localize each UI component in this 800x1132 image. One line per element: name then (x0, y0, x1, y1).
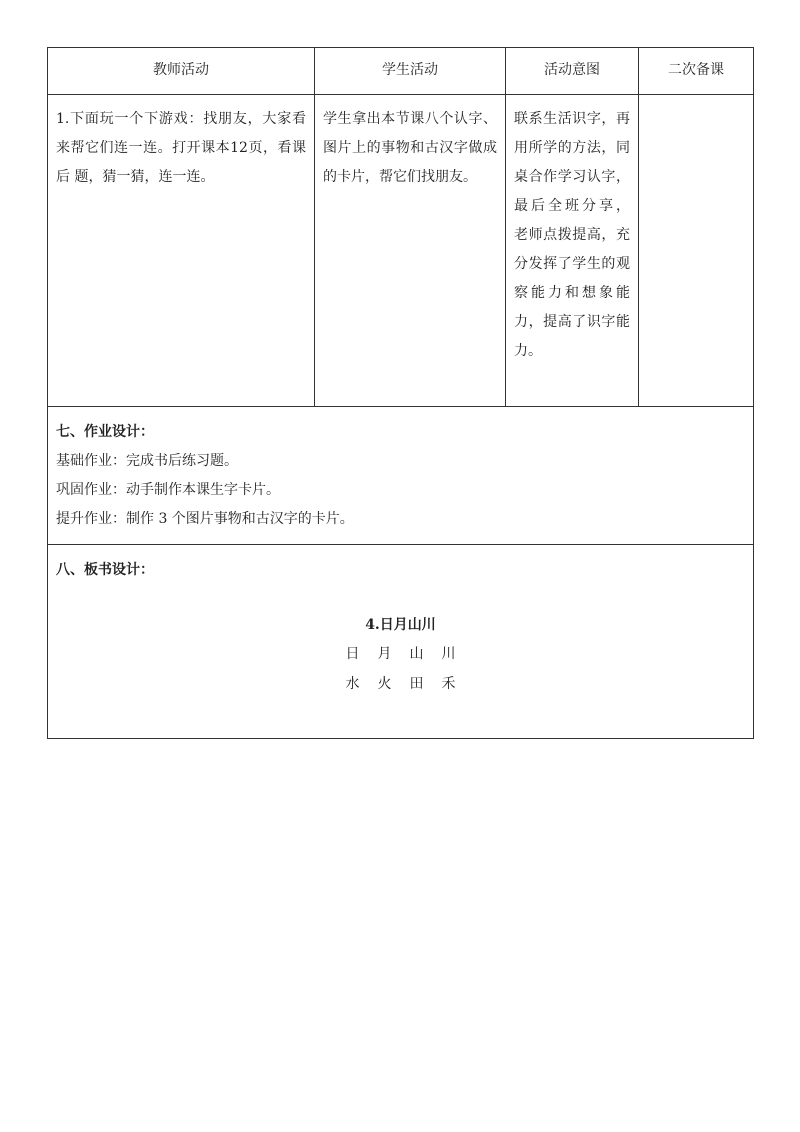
student-activity-text: 学生拿出本节课八个认字、图片上的事物和古汉字做成的卡片，帮它们找朋友。 (323, 111, 497, 185)
header-activity-intent: 活动意图 (506, 48, 639, 95)
lesson-title: 4.日月山川 (365, 617, 436, 633)
board-char: 月 (377, 646, 392, 662)
teacher-activity-text: 1.下面玩一个下游戏：找朋友，大家看来帮它们连一连。打开课本12页，看课后 题，猜一猜，连一连。 (56, 111, 306, 185)
homework-advanced: 提升作业：制作 3 个图片事物和古汉字的卡片。 (56, 511, 354, 527)
board-row (48, 545, 754, 739)
activity-intent-text: 联系生活识字，再用所学的方法，同桌合作学习认字，最后全班分享， 老师点拨提高，充分发挥了学生的观察能力和想象能力，提高了识字能力。 (514, 111, 630, 359)
header-secondary-prep: 二次备课 (639, 48, 754, 95)
board-char: 禾 (441, 676, 456, 692)
board-characters-row-2 (56, 669, 745, 699)
board-characters-row-1 (56, 639, 745, 669)
table-row (48, 95, 754, 407)
secondary-prep-text (639, 95, 753, 113)
board-char: 火 (377, 676, 392, 692)
homework-basic: 基础作业：完成书后练习题。 (56, 453, 238, 469)
board-title: 八、板书设计： (56, 562, 154, 578)
table-header-row (48, 48, 754, 95)
board-char: 田 (409, 676, 424, 692)
board-section (48, 545, 753, 738)
student-activity-cell (315, 95, 506, 407)
board-char: 川 (441, 646, 456, 662)
board-char: 水 (345, 676, 360, 692)
activity-intent-cell (506, 95, 639, 407)
homework-section (48, 407, 753, 544)
board-content (56, 611, 745, 699)
secondary-prep-cell (639, 95, 754, 407)
homework-title: 七、作业设计： (56, 424, 154, 440)
homework-row (48, 407, 754, 545)
header-student-activity: 学生活动 (315, 48, 506, 95)
teacher-activity-cell (48, 95, 315, 407)
lesson-plan-table (47, 47, 754, 739)
homework-cell (48, 407, 754, 545)
board-char: 日 (345, 646, 360, 662)
board-cell (48, 545, 754, 739)
board-char: 山 (409, 646, 424, 662)
header-teacher-activity: 教师活动 (48, 48, 315, 95)
homework-consolidate: 巩固作业：动手制作本课生字卡片。 (56, 482, 280, 498)
